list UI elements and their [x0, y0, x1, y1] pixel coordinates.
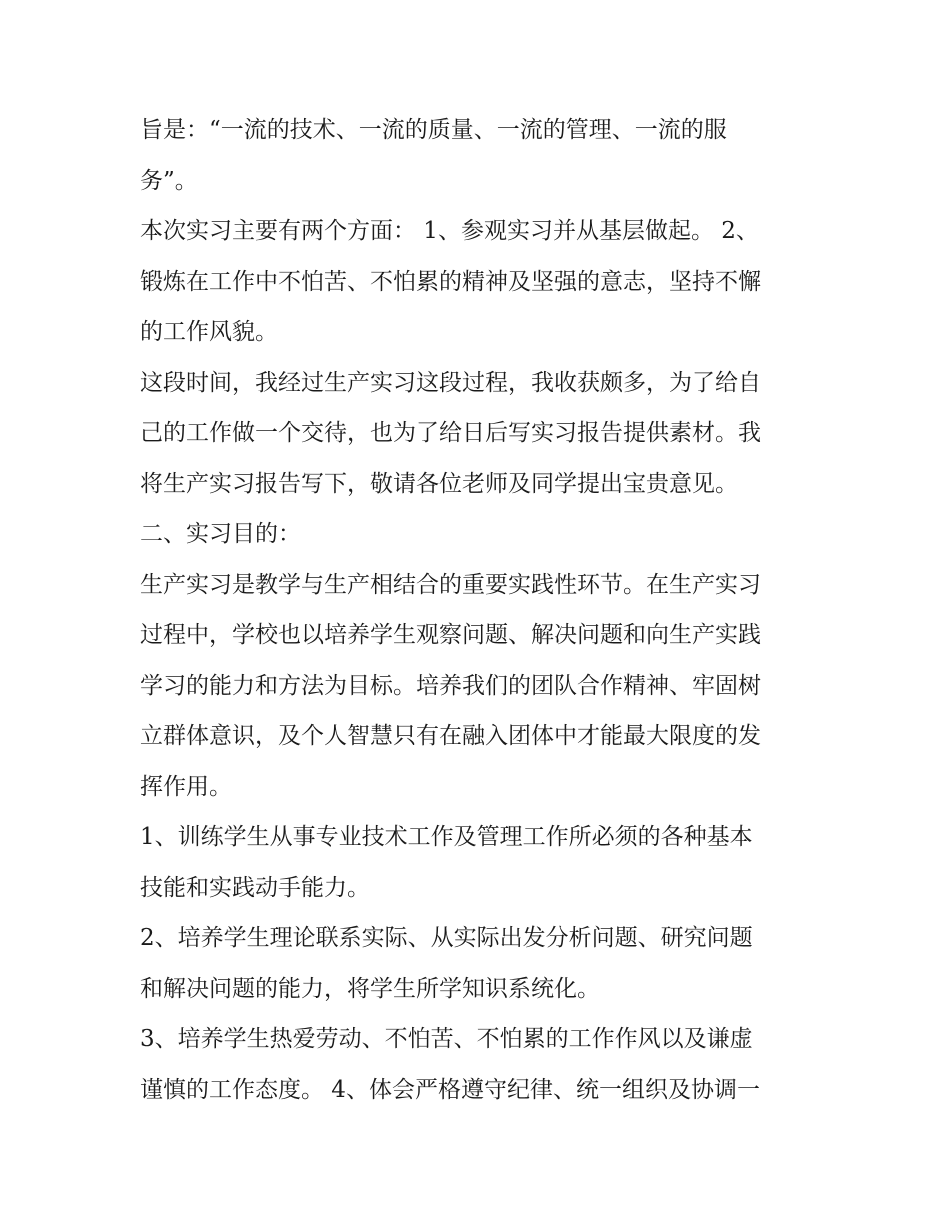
text-line: 务”。	[140, 167, 198, 194]
text-line: 和解决问题的能力，将学生所学知识系统化。	[140, 975, 600, 1002]
text-line: 己的工作做一个交待，也为了给日后写实习报告提供素材。我	[140, 420, 761, 446]
text-line: 将生产实习报告写下，敬请各位老师及同学提出宝贵意见。	[140, 470, 738, 497]
text-line: 挥作用。	[140, 773, 232, 800]
text-line: 本次实习主要有两个方面： 1、参观实习并从基层做起。 2、	[140, 218, 759, 244]
text-line: 的工作风貌。	[140, 319, 278, 345]
text-line: 2、培养学生理论联系实际、从实际出发分析问题、研究问题	[140, 925, 753, 951]
text-line: 旨是：“一流的技术、一流的质量、一流的管理、一流的服	[140, 117, 727, 143]
text-line: 学习的能力和方法为目标。培养我们的团队合作精神、牢固树	[140, 672, 761, 699]
text-line: 立群体意识，及个人智慧只有在融入团体中才能最大限度的发	[140, 723, 761, 749]
text-line: 这段时间，我经过生产实习这段过程，我收获颇多，为了给自	[140, 369, 761, 396]
text-line: 3、培养学生热爱劳动、不怕苦、不怕累的工作作风以及谦虚	[140, 1026, 753, 1052]
text-line: 锻炼在工作中不怕苦、不怕累的精神及坚强的意志，坚持不懈	[140, 268, 761, 295]
text-line: 1、训练学生从事专业技术工作及管理工作所必须的各种基本	[140, 824, 753, 850]
text-line: 生产实习是教学与生产相结合的重要实践性环节。在生产实习	[140, 571, 761, 598]
text-line: 过程中，学校也以培养学生观察问题、解决问题和向生产实践	[140, 622, 761, 648]
section-heading: 二、实习目的：	[140, 521, 301, 547]
text-line: 谨慎的工作态度。 4、体会严格遵守纪律、统一组织及协调一	[140, 1076, 760, 1103]
text-line: 技能和实践动手能力。	[140, 874, 370, 901]
document-body	[140, 105, 815, 1115]
